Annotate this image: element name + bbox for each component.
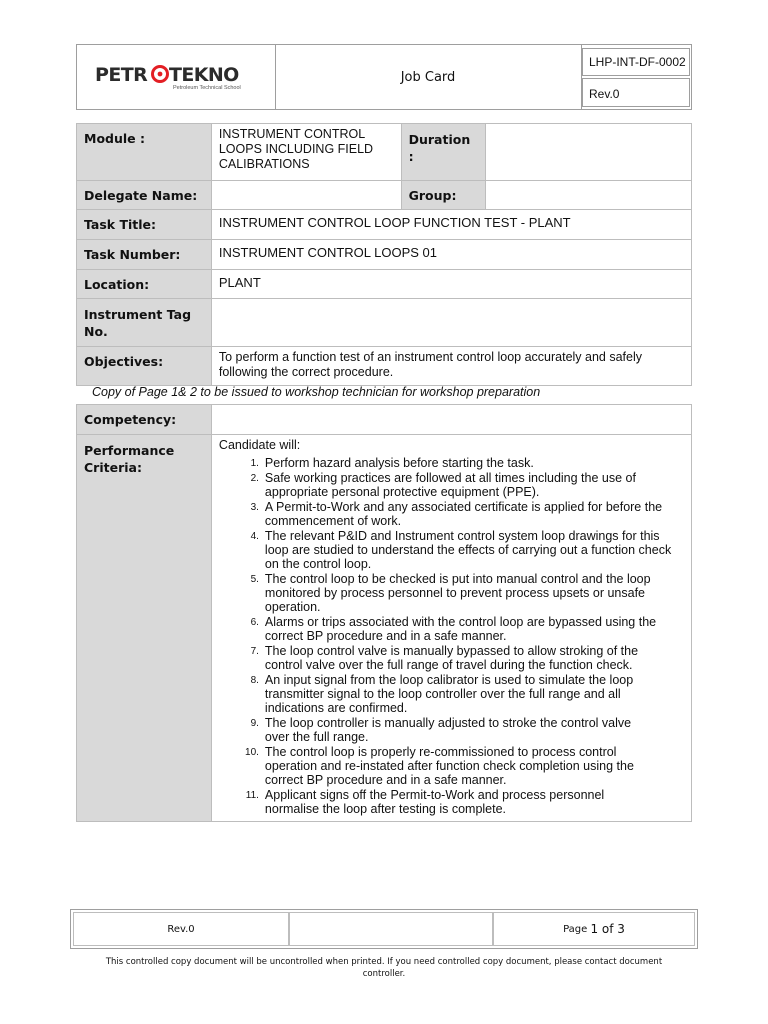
performance-criteria-label — [77, 435, 212, 822]
location-row — [77, 270, 692, 299]
duration-label-line: Duration — [408, 132, 471, 147]
competency-field[interactable] — [211, 405, 691, 435]
page-prefix: Page — [563, 923, 591, 935]
page-number — [493, 912, 695, 946]
criteria-item — [219, 788, 684, 816]
distribution-note: Copy of Page 1& 2 to be issued to workshop technician for workshop preparation — [92, 385, 541, 399]
criteria-text-line: on the control loop. — [264, 557, 372, 571]
criteria-number: 6. — [250, 617, 259, 628]
instrument-tag-field[interactable] — [211, 299, 691, 347]
task-number-label: Task Number: — [77, 240, 212, 270]
criteria-number: 4. — [250, 531, 259, 542]
performance-criteria-label-line: Performance — [84, 443, 175, 458]
instrument-tag-row — [77, 299, 692, 347]
criteria-number: 8. — [250, 675, 259, 686]
instrument-tag-label-line: Instrument Tag — [84, 307, 192, 322]
svg-text:PETR: PETR — [95, 64, 148, 85]
duration-label — [401, 124, 485, 181]
criteria-item — [219, 500, 684, 528]
task-number-value[interactable]: INSTRUMENT CONTROL LOOPS 01 — [211, 240, 691, 270]
criteria-number: 9. — [250, 718, 259, 729]
criteria-number: 1. — [250, 458, 259, 469]
competency-row — [77, 405, 692, 435]
objectives-row — [77, 347, 692, 386]
criteria-list — [219, 456, 684, 816]
criteria-text-line: control valve over the full range of travel during the function check. — [264, 658, 633, 672]
criteria-number: 7. — [250, 646, 259, 657]
location-label: Location: — [77, 270, 212, 299]
criteria-item — [219, 716, 684, 744]
criteria-text-line: The control loop is properly re-commissioned to process control — [264, 745, 617, 759]
criteria-item — [219, 615, 684, 643]
job-details-table — [76, 123, 692, 386]
task-title-label: Task Title: — [77, 210, 212, 240]
task-number-row — [77, 240, 692, 270]
logo-wordmark-icon — [95, 63, 265, 85]
criteria-number: 10. — [245, 747, 259, 758]
module-label-text: Module : — [84, 131, 145, 146]
disclaimer-line: This controlled copy document will be uncontrolled when printed. If you need controlled copy document, please contact document — [105, 957, 663, 967]
module-value-line: INSTRUMENT CONTROL — [218, 127, 366, 141]
criteria-text-line: The loop controller is manually adjusted to stroke the control valve — [264, 716, 632, 730]
criteria-text-line: operation. — [264, 600, 321, 614]
criteria-item — [219, 529, 684, 571]
assessment-table — [76, 404, 692, 822]
footer-revision: Rev.0 — [73, 912, 289, 946]
logo-cell — [77, 45, 276, 109]
group-label: Group: — [401, 181, 485, 210]
module-row — [77, 124, 692, 181]
delegate-label: Delegate Name: — [77, 181, 212, 210]
document-code: LHP-INT-DF-0002 — [582, 48, 690, 76]
objectives-value[interactable] — [211, 347, 691, 386]
criteria-text-line: The relevant P&ID and Instrument control system loop drawings for this — [264, 529, 660, 543]
module-value-line: CALIBRATIONS — [218, 157, 310, 171]
criteria-number: 2. — [250, 473, 259, 484]
criteria-text-line: correct BP procedure and in a safe manner. — [264, 629, 507, 643]
criteria-intro: Candidate will: — [218, 438, 301, 452]
criteria-text-line: The loop control valve is manually bypassed to allow stroking of the — [264, 644, 639, 658]
page-footer — [70, 909, 698, 949]
duration-label-line: : — [408, 149, 414, 164]
criteria-text-line: An input signal from the loop calibrator is used to simulate the loop — [264, 673, 634, 687]
criteria-text-line: correct BP procedure and in a safe manner. — [264, 773, 507, 787]
performance-criteria-content — [211, 435, 691, 822]
criteria-item — [219, 471, 684, 499]
criteria-item — [219, 572, 684, 614]
competency-label: Competency: — [77, 405, 212, 435]
criteria-text-line: Alarms or trips associated with the control loop are bypassed using the — [264, 615, 657, 629]
objectives-line: To perform a function test of an instrument control loop accurately and safely — [218, 350, 642, 364]
logo-tagline: Petroleum Technical School — [173, 85, 241, 91]
instrument-tag-label-line: No. — [84, 324, 108, 339]
criteria-text-line: The control loop to be checked is put into manual control and the loop — [264, 572, 651, 586]
module-label — [77, 124, 212, 181]
criteria-text-line: Perform hazard analysis before starting the task. — [264, 456, 534, 470]
criteria-item — [219, 745, 684, 787]
criteria-text-line: commencement of work. — [264, 514, 402, 528]
module-value-line: LOOPS INCLUDING FIELD — [218, 142, 374, 156]
document-revision: Rev.0 — [582, 78, 690, 107]
performance-criteria-label-line: Criteria: — [84, 460, 142, 475]
task-title-value[interactable]: INSTRUMENT CONTROL LOOP FUNCTION TEST - PLANT — [211, 210, 691, 240]
criteria-text-line: indications are confirmed. — [264, 701, 408, 715]
task-title-row — [77, 210, 692, 240]
document-title: Job Card — [275, 45, 582, 109]
disclaimer-line: controller. — [362, 969, 406, 979]
location-value[interactable]: PLANT — [211, 270, 691, 299]
criteria-text-line: over the full range. — [264, 730, 369, 744]
criteria-text-line: monitored by process personnel to prevent process upsets or unsafe — [264, 586, 645, 600]
group-field[interactable] — [485, 181, 691, 210]
criteria-text-line: Safe working practices are followed at all times including the use of — [264, 471, 636, 485]
footer-disclaimer — [100, 956, 668, 980]
instrument-tag-label — [77, 299, 212, 347]
module-value[interactable] — [211, 124, 401, 181]
delegate-name-field[interactable] — [211, 181, 401, 210]
performance-criteria-row — [77, 435, 692, 822]
delegate-row — [77, 181, 692, 210]
criteria-item — [219, 644, 684, 672]
criteria-text-line: operation and re-instated after function check completion using the — [264, 759, 634, 773]
criteria-number: 11. — [245, 790, 259, 801]
criteria-text-line: normalise the loop after testing is complete. — [264, 802, 507, 816]
duration-field[interactable] — [485, 124, 691, 181]
criteria-text-line: loop are studied to understand the effects of carrying out a function check — [264, 543, 672, 557]
criteria-item — [219, 456, 684, 470]
criteria-number: 5. — [250, 574, 259, 585]
objectives-label: Objectives: — [77, 347, 212, 386]
footer-blank-cell — [289, 912, 493, 946]
criteria-text-line: appropriate personal protective equipment (PPE). — [264, 485, 540, 499]
page-of: of — [598, 922, 618, 936]
page-current: 1 — [590, 922, 599, 936]
criteria-item — [219, 673, 684, 715]
criteria-number: 3. — [250, 502, 259, 513]
criteria-text-line: transmitter signal to the loop controller over the full range and all — [264, 687, 621, 701]
criteria-text-line: A Permit-to-Work and any associated certificate is applied for before the — [264, 500, 663, 514]
criteria-text-line: Applicant signs off the Permit-to-Work and process personnel — [264, 788, 605, 802]
document-header — [76, 44, 692, 110]
page-total: 3 — [617, 922, 625, 936]
svg-text:TEKNO: TEKNO — [169, 64, 239, 85]
objectives-line: following the correct procedure. — [218, 365, 394, 379]
